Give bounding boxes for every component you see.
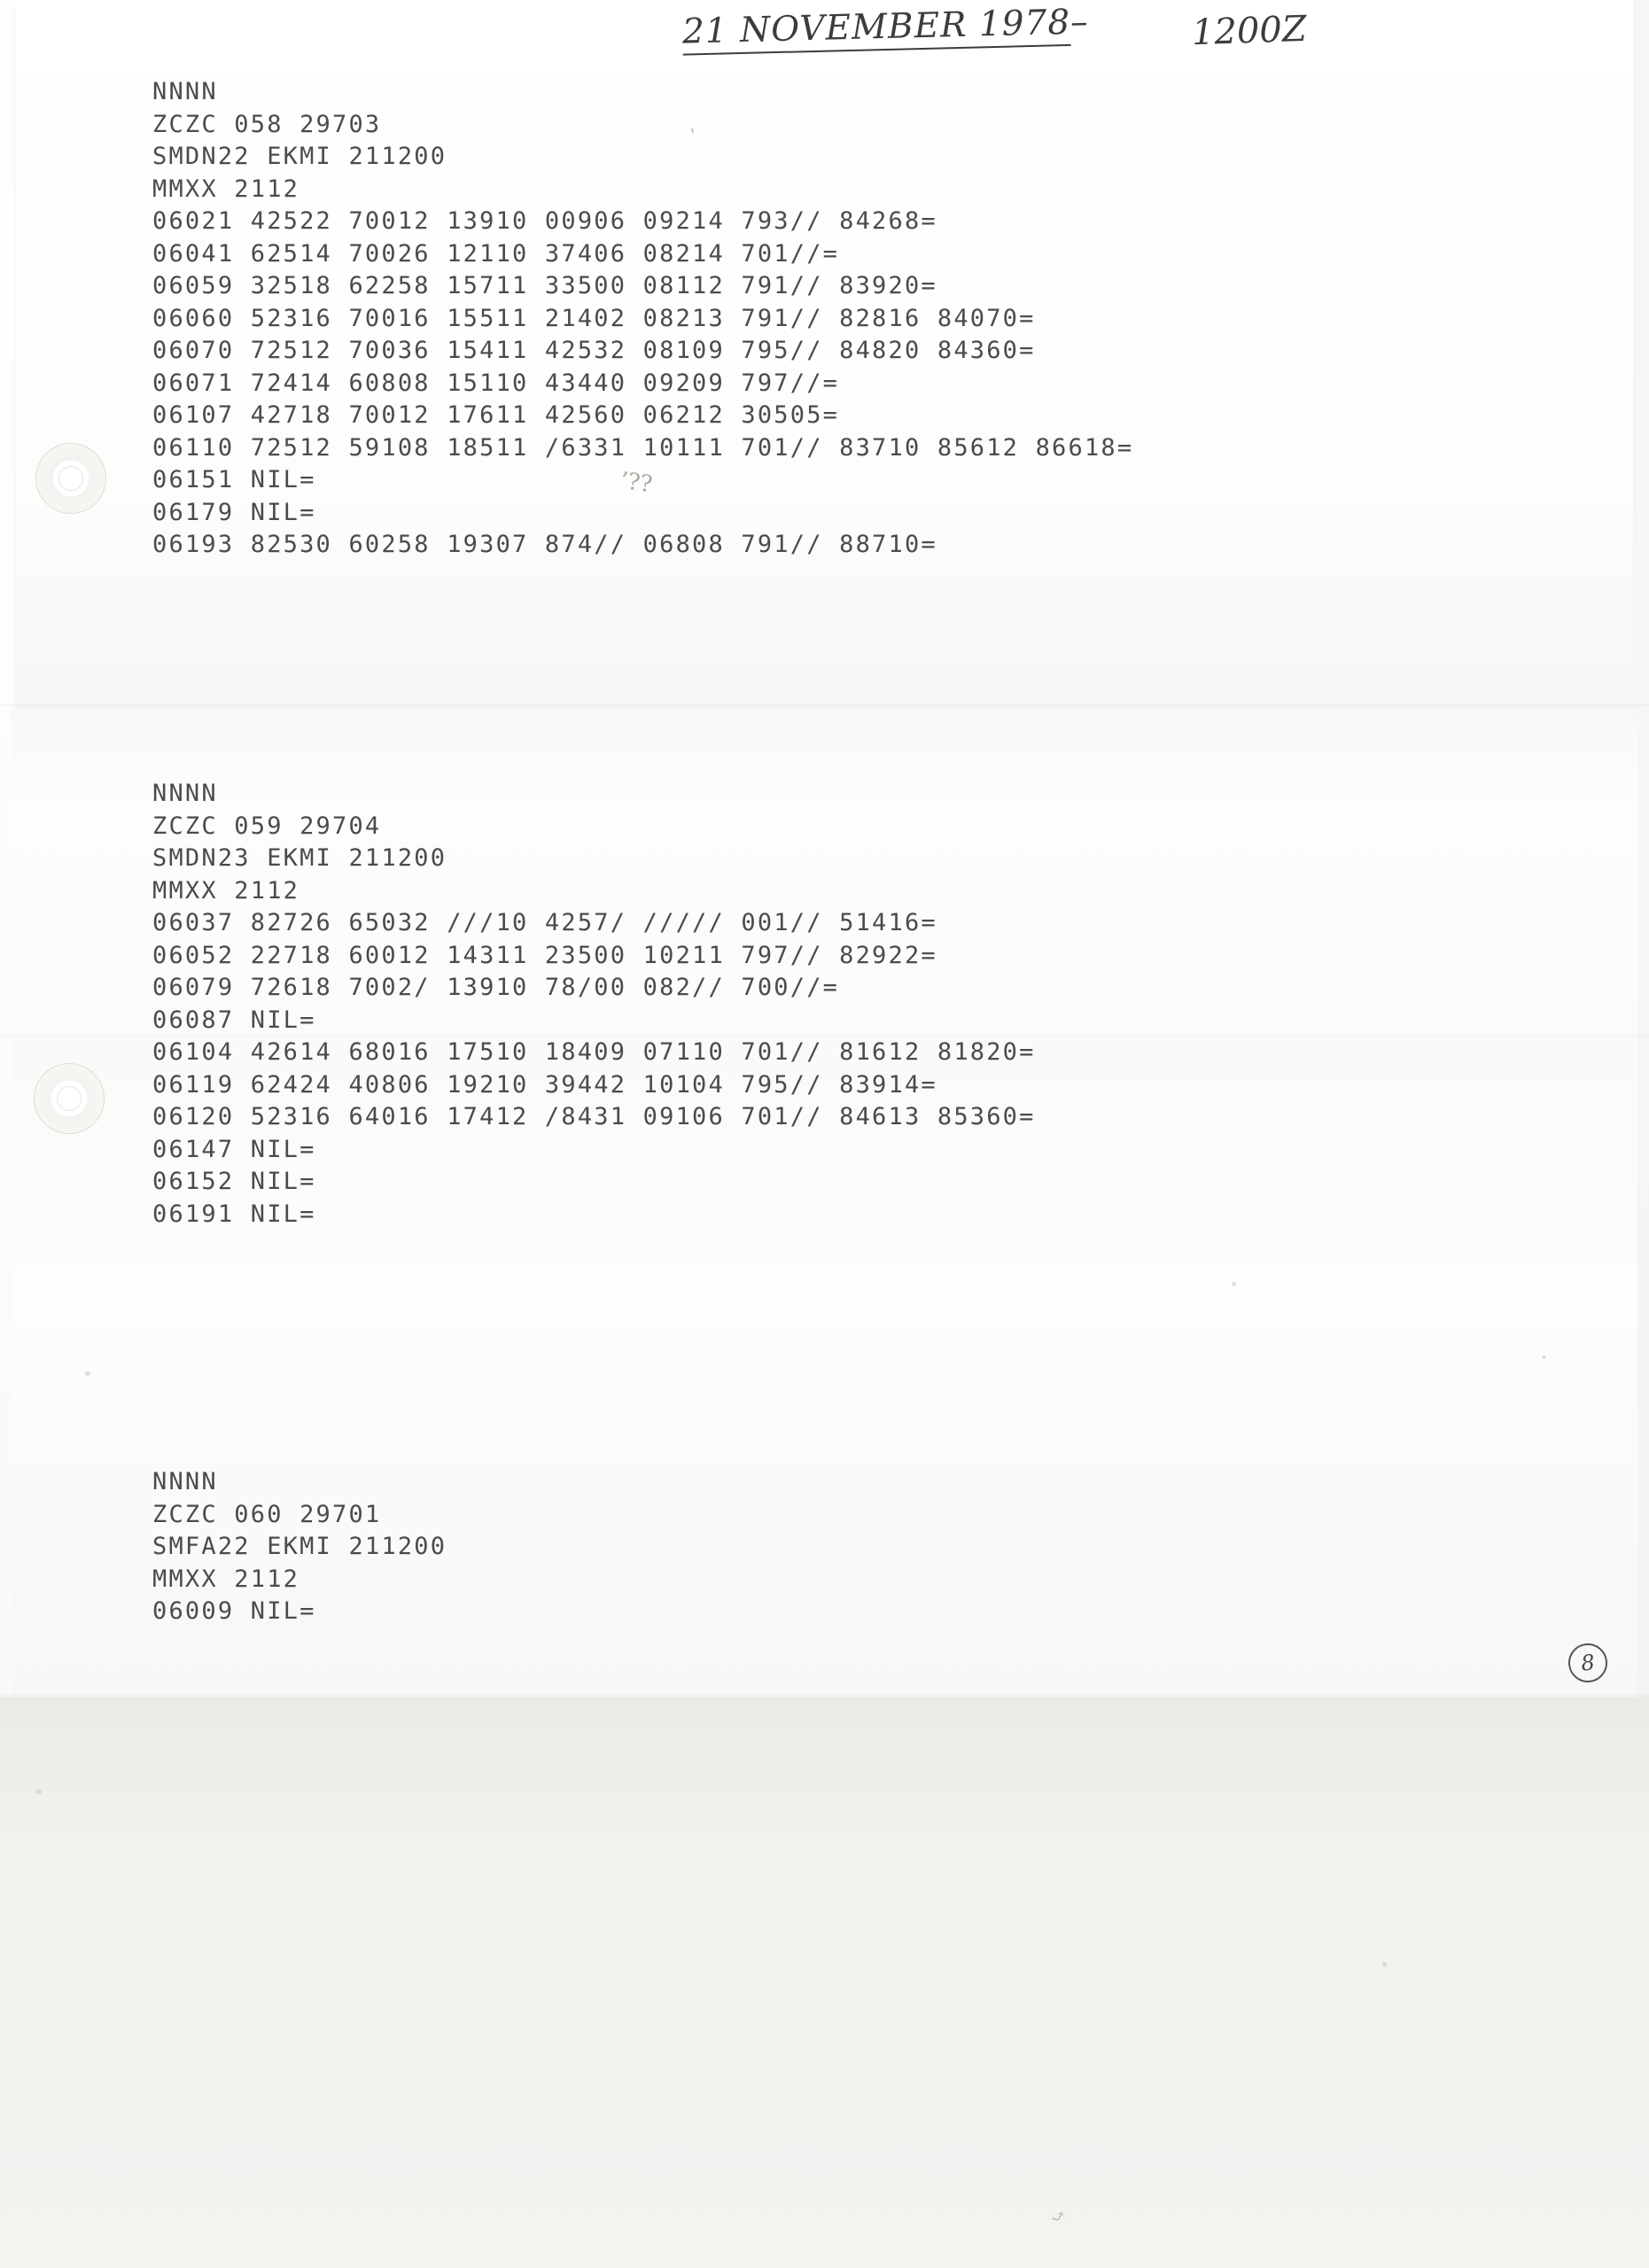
tty-line: NNNN — [152, 780, 218, 807]
teleprinter-message-3 — [152, 1466, 447, 1628]
tty-line: SMDN23 EKMI 211200 — [152, 844, 447, 872]
punch-hole-reinforcement — [34, 1063, 105, 1134]
tty-line: MMXX 2112 — [152, 876, 300, 905]
punch-hole-reinforcement — [35, 443, 106, 514]
tty-line: ZCZC 059 29704 — [152, 812, 382, 840]
stray-pen-mark: ' — [688, 123, 699, 146]
tty-line: 06193 82530 60258 19307 874// 06808 791// 88710= — [152, 531, 937, 558]
tty-line: 06152 NIL= — [152, 1168, 316, 1195]
scan-speck — [1382, 1962, 1387, 1967]
tty-line: 06087 NIL= — [152, 1006, 316, 1034]
tty-line: 06191 NIL= — [152, 1200, 316, 1228]
tty-line: 06079 72618 7002/ 13910 78/00 082// 700//= — [152, 974, 840, 1001]
handwritten-time: 1200Z — [1191, 8, 1308, 54]
tty-line: 06147 NIL= — [152, 1135, 316, 1163]
scan-speck — [1232, 1282, 1236, 1286]
tty-line: 06107 42718 70012 17611 42560 06212 30505= — [152, 401, 840, 429]
tty-line: 06052 22718 60012 14311 23500 10211 797// 82922= — [152, 941, 937, 969]
paper-sheet-bottom — [0, 1697, 1649, 2268]
tty-line: ZCZC 060 29701 — [152, 1500, 382, 1528]
tty-line: NNNN — [152, 78, 218, 105]
tty-line: 06110 72512 59108 18511 /6331 10111 701// 83710 85612 86618= — [152, 433, 1134, 462]
tty-line: 06021 42522 70012 13910 00906 09214 793// 84268= — [152, 207, 937, 235]
tty-line: 06037 82726 65032 ///10 4257/ ///// 001// 51416= — [152, 909, 937, 936]
tty-line: SMDN22 EKMI 211200 — [152, 143, 447, 170]
tty-line: 06071 72414 60808 15110 43440 09209 797//= — [152, 369, 840, 397]
teleprinter-message-2 — [152, 778, 1036, 1231]
tty-line: ZCZC 058 29703 — [152, 110, 382, 138]
tty-line: NNNN — [152, 1468, 218, 1495]
teleprinter-message-1 — [152, 76, 1133, 562]
tty-line: 06041 62514 70026 12110 37406 08214 701//= — [152, 239, 840, 268]
tty-line: 06120 52316 64016 17412 /8431 09106 701// 84613 85360= — [152, 1103, 1036, 1130]
tty-line: 06009 NIL= — [152, 1597, 316, 1625]
handwritten-date-text: 21 NOVEMBER 1978 — [682, 3, 1071, 56]
scan-speck — [35, 1790, 42, 1794]
stray-pen-mark: ’?? — [618, 467, 655, 499]
handwritten-date-dash: – — [1070, 2, 1090, 43]
tty-line: 06179 NIL= — [152, 498, 316, 526]
tty-line: 06070 72512 70036 15411 42532 08109 795// 84820 84360= — [152, 337, 1036, 364]
tty-line: 06059 32518 62258 15711 33500 08112 791// 83920= — [152, 272, 937, 299]
tty-line: MMXX 2112 — [152, 175, 300, 203]
paper-fold-crease — [0, 1694, 1649, 1697]
stray-pen-mark: ⤴ — [1046, 2203, 1070, 2231]
tty-line: 06151 NIL= — [152, 466, 316, 493]
tty-line: SMFA22 EKMI 211200 — [152, 1533, 447, 1560]
page-number: 8 — [1567, 1642, 1609, 1684]
tty-line: 06104 42614 68016 17510 18409 07110 701// 81612 81820= — [152, 1038, 1036, 1066]
tty-line: 06119 62424 40806 19210 39442 10104 795// 83914= — [152, 1070, 937, 1099]
tty-line: MMXX 2112 — [152, 1565, 300, 1593]
paper-fold-crease — [0, 704, 1649, 707]
tty-line: 06060 52316 70016 15511 21402 08213 791// 82816 84070= — [152, 304, 1036, 332]
scan-speck — [85, 1371, 90, 1376]
scan-speck — [1542, 1355, 1546, 1359]
